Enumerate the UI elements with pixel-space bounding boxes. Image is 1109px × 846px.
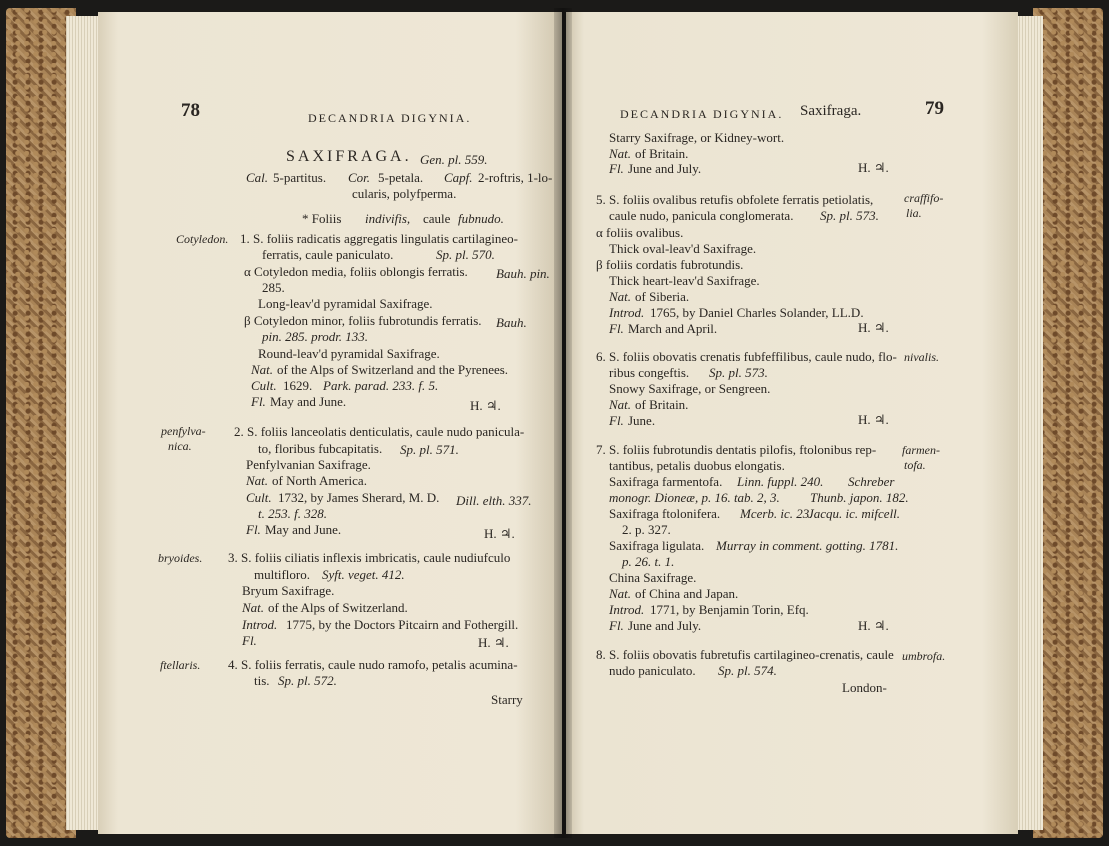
entry-line: ribus congeftis. [609, 365, 690, 380]
page-number: 78 [181, 100, 200, 121]
book-gutter [554, 8, 572, 838]
margin-name: umbrofa. [902, 649, 946, 663]
entry-line: June and July. [628, 618, 702, 633]
entry-line: 6. S. foliis obovatis crenatis fubfeffilibus, caule nudo, flo- [596, 349, 897, 364]
entry-line: of North America. [272, 473, 367, 488]
margin-name: farmen- [902, 443, 940, 457]
entry-line: 1775, by the Doctors Pitcairn and Fothergill. [286, 617, 519, 632]
entry-line: Round-leav'd pyramidal Saxifrage. [258, 346, 440, 361]
entry-line: Saxifraga ftolonifera. [609, 506, 721, 521]
entry-ref: Nat. [242, 600, 265, 615]
entry-ref: Nat. [609, 397, 632, 412]
margin-name: penfylva- [161, 424, 206, 438]
margin-name: nica. [168, 439, 192, 453]
entry-line: nudo paniculato. [609, 663, 696, 678]
char-text: Capf. [444, 170, 473, 185]
entry-ref: Schreber [848, 474, 895, 489]
habit-mark: H. ♃. [478, 635, 509, 650]
entry-ref: Fl. [251, 394, 266, 409]
entry-ref: Introd. [609, 602, 645, 617]
entry-ref: Nat. [609, 146, 632, 161]
entry-line: Thick oval-leav'd Saxifrage. [609, 241, 757, 256]
entry-ref: Bauh. pin. [496, 266, 550, 281]
entry-line: 8. S. foliis obovatis fubretufis cartilagineo-crenatis, caule [596, 647, 894, 662]
entry-line: China Saxifrage. [609, 570, 697, 585]
entry-ref: Murray in comment. gotting. 1781. [716, 538, 899, 553]
section-heading: fubnudo. [458, 211, 504, 226]
entry-line: α Cotyledon media, foliis oblongis ferratis. [244, 264, 468, 279]
entry-ref: Fl. [609, 321, 624, 336]
margin-name: lia. [906, 206, 922, 220]
entry-ref: Sp. pl. 571. [400, 442, 459, 457]
entry-line: 2. S. foliis lanceolatis denticulatis, caule nudo panicula- [234, 424, 525, 439]
char-text: 5-petala. [378, 170, 424, 185]
entry-ref: Jacqu. ic. mifcell. [808, 506, 901, 521]
entry-line: of Britain. [635, 146, 689, 161]
section-heading: caule [423, 211, 451, 226]
entry-ref: Fl. [242, 633, 257, 648]
char-text: 2-roftris, 1-lo- [478, 170, 553, 185]
entry-ref: Thunb. japon. 182. [810, 490, 909, 505]
section-heading: * Foliis [302, 211, 342, 226]
entry-line: t. 253. f. 328. [258, 506, 327, 521]
habit-mark: H. ♃. [858, 412, 889, 427]
entry-ref: Sp. pl. 570. [436, 247, 495, 262]
entry-ref: Park. parad. 233. f. 5. [323, 378, 439, 393]
running-head: DECANDRIA DIGYNIA. [308, 111, 472, 125]
entry-line: Long-leav'd pyramidal Saxifrage. [258, 296, 433, 311]
entry-ref: Mcerb. ic. 23. [740, 506, 813, 521]
entry-ref: Sp. pl. 573. [709, 365, 768, 380]
entry-line: tis. [254, 673, 270, 688]
entry-ref: Sp. pl. 573. [820, 208, 879, 223]
entry-ref: Linn. fuppl. 240. [737, 474, 824, 489]
entry-ref: Introd. [609, 305, 645, 320]
entry-line: 7. S. foliis fubrotundis dentatis pilofis, ftolonibus rep- [596, 442, 877, 457]
entry-ref: Nat. [609, 289, 632, 304]
char-text: cularis, polyfperma. [352, 186, 457, 201]
entry-line: 3. S. foliis ciliatis inflexis imbricatis, caule nudiufculo [228, 550, 511, 565]
entry-line: June and July. [628, 161, 702, 176]
habit-mark: H. ♃. [470, 398, 501, 413]
entry-line: 1771, by Benjamin Torin, Efq. [650, 602, 809, 617]
book-cover-right [1033, 8, 1103, 838]
entry-ref: Fl. [609, 413, 624, 428]
entry-line: of Britain. [635, 397, 689, 412]
page-edges-left [66, 16, 102, 830]
entry-ref: Fl. [246, 522, 261, 537]
entry-ref: Fl. [609, 618, 624, 633]
entry-line: of China and Japan. [635, 586, 739, 601]
entry-line: caule nudo, panicula conglomerata. [609, 208, 794, 223]
entry-ref: Fl. [609, 161, 624, 176]
entry-line: Saxifraga ligulata. [609, 538, 705, 553]
entry-line: Thick heart-leav'd Saxifrage. [609, 273, 760, 288]
entry-ref: Nat. [246, 473, 269, 488]
running-genus: Saxifraga. [800, 103, 862, 119]
entry-ref: p. 26. t. 1. [622, 554, 675, 569]
entry-line: 1732, by James Sherard, M. D. [278, 490, 440, 505]
entry-line: 1765, by Daniel Charles Solander, LL.D. [650, 305, 864, 320]
entry-line: 1. S. foliis radicatis aggregatis lingulatis cartilagineo- [240, 231, 518, 246]
entry-ref: Introd. [242, 617, 278, 632]
margin-name: ftellaris. [160, 658, 201, 672]
entry-ref: Cult. [251, 378, 277, 393]
margin-name: bryoides. [158, 551, 203, 565]
entry-line: Bryum Saxifrage. [242, 583, 335, 598]
entry-line: June. [628, 413, 656, 428]
entry-line: β foliis cordatis fubrotundis. [596, 257, 744, 272]
entry-line: ferratis, caule paniculato. [262, 247, 394, 262]
entry-ref: Dill. elth. 337. [456, 493, 532, 508]
entry-line: 1629. [283, 378, 313, 393]
section-heading: indivifis, [365, 211, 411, 226]
entry-line: March and April. [628, 321, 718, 336]
margin-name: nivalis. [904, 350, 939, 364]
char-text: Cor. [348, 170, 371, 185]
entry-line: Starry Saxifrage, or Kidney-wort. [609, 130, 785, 145]
entry-line: tantibus, petalis duobus elongatis. [609, 458, 785, 473]
entry-line: 5. S. foliis ovalibus retufis obfolete ferratis petiolatis, [596, 192, 874, 207]
habit-mark: H. ♃. [858, 618, 889, 633]
entry-line: 4. S. foliis ferratis, caule nudo ramofo, petalis acumina- [228, 657, 518, 672]
entry-line: α foliis ovalibus. [596, 225, 684, 240]
entry-ref: Nat. [251, 362, 274, 377]
entry-line: Saxifraga farmentofa. [609, 474, 723, 489]
entry-line: β Cotyledon minor, foliis fubrotundis ferratis. [244, 313, 482, 328]
char-text: Cal. [246, 170, 269, 185]
running-head: DECANDRIA DIGYNIA. [620, 107, 784, 121]
genus-ref: Gen. pl. 559. [420, 152, 488, 167]
habit-mark: H. ♃. [858, 160, 889, 175]
entry-line: Penfylvanian Saxifrage. [246, 457, 371, 472]
entry-line: of the Alps of Switzerland and the Pyrenees. [277, 362, 509, 377]
margin-name: tofa. [904, 458, 926, 472]
entry-line: 285. [262, 280, 285, 295]
entry-line: 2. p. 327. [622, 522, 671, 537]
margin-name: Cotyledon. [176, 232, 229, 246]
entry-line: May and June. [270, 394, 347, 409]
entry-line: May and June. [265, 522, 342, 537]
entry-line: of the Alps of Switzerland. [268, 600, 408, 615]
entry-line: to, floribus fubcapitatis. [258, 441, 383, 456]
catchword: Starry [491, 692, 523, 707]
entry-line: pin. 285. prodr. 133. [262, 329, 369, 344]
entry-ref: Syft. veget. 412. [322, 567, 405, 582]
entry-ref: Nat. [609, 586, 632, 601]
entry-ref: monogr. Dioneæ, p. 16. tab. 2, 3. [609, 490, 780, 505]
genus-heading: SAXIFRAGA. [286, 148, 412, 165]
entry-ref: Cult. [246, 490, 272, 505]
entry-line: of Siberia. [635, 289, 690, 304]
entry-ref: Bauh. [496, 315, 527, 330]
catchword: London- [842, 680, 887, 695]
margin-name: craffifo- [904, 191, 944, 205]
entry-line: multifloro. [254, 567, 310, 582]
page-number: 79 [925, 98, 944, 119]
entry-ref: Sp. pl. 572. [278, 673, 337, 688]
habit-mark: H. ♃. [484, 526, 515, 541]
entry-line: Snowy Saxifrage, or Sengreen. [609, 381, 771, 396]
habit-mark: H. ♃. [858, 320, 889, 335]
char-text: 5-partitus. [273, 170, 327, 185]
entry-ref: Sp. pl. 574. [718, 663, 777, 678]
